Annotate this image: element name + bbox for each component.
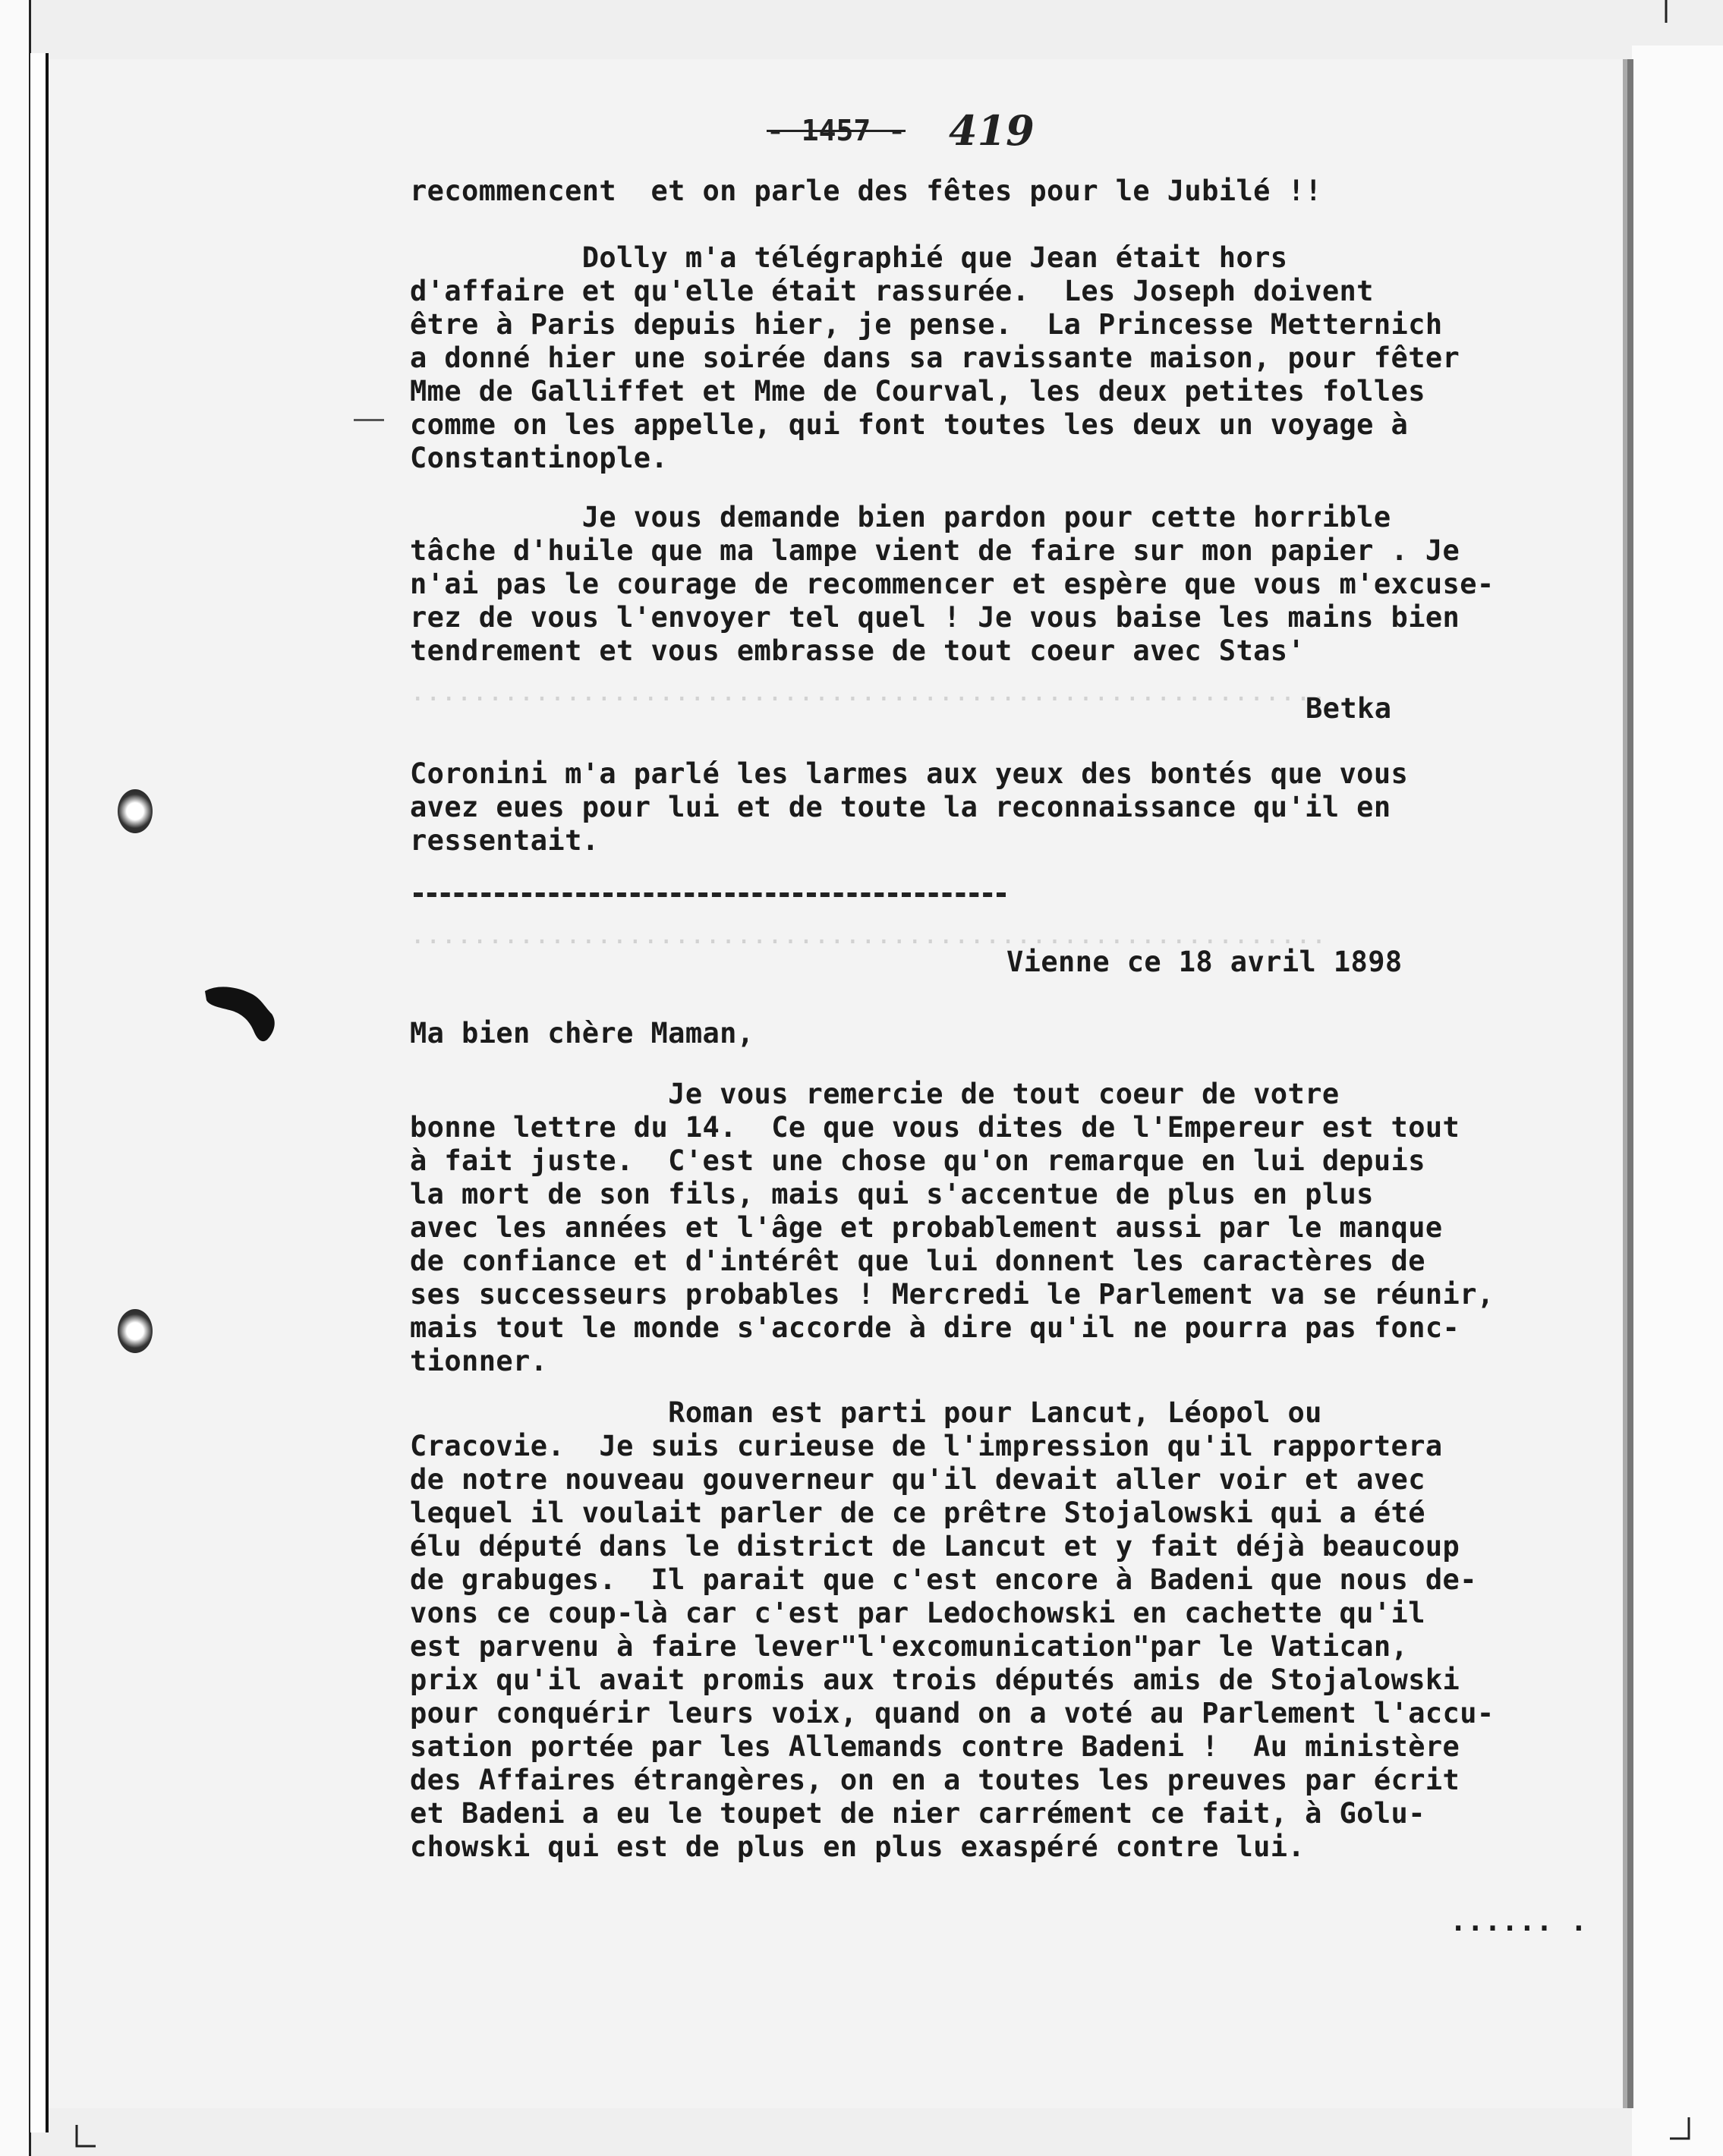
signature: Betka xyxy=(1306,692,1392,725)
background-right xyxy=(1632,46,1723,2156)
paragraph-roman: Roman est parti pour Lancut, Léopol ou Cracovie. Je suis curieuse de l'impression qu'il rapportera de notre nouveau gouverneur qu'il devait aller voir et avec lequel il voulait parler de ce prêtre Stojalowski qui a été élu député dans le district de Lancut et y fait déjà beaucoup de grabuges. Il parait que c'est encore à Badeni que nous de- vons ce coup-là car c'est par Ledochowski en cachette qu'il est parvenu à faire lever"l'excomunication"par le Vatican, prix qu'il avait promis aux trois députés amis de Stojalowski pour conquérir leurs voix, quand on a voté au Parlement l'accu- sation portée par les Allemands contre Badeni ! Au ministère des Affaires étrangères, on en a toutes les preuves par écrit et Badeni a eu le toupet de nier carrément ce fait, à Golu- chowski qui est de plus en plus exaspéré contre lui. xyxy=(410,1396,1495,1863)
paragraph-dolly: Dolly m'a télégraphié que Jean était hors d'affaire et qu'elle était rassurée. Les Joseph doivent être à Paris depuis hier, je pense. La Princesse Metternich a donné hier une soirée dans sa ravissante maison, pour fêter Mme de Galliffet et Mme de Courval, les deux petites folles comme on les appelle, qui font toutes les deux un voyage à Constantinople. xyxy=(410,241,1460,474)
handwritten-folio: 419 xyxy=(949,106,1035,155)
paragraph-apology: Je vous demande bien pardon pour cette horrible tâche d'huile que ma lampe vient de faire sur mon papier . Je n'ai pas le courage de recommencer et espère que vous m'excuse- rez de vous l'envoyer tel quel ! Je vous baise les mains bien tendrement et vous embrasse de tout coeur avec Stas' xyxy=(410,501,1495,667)
page-stack-edge xyxy=(30,53,49,2132)
typed-folio: - 1457 - xyxy=(767,114,906,147)
bleed-through: ........................................................... xyxy=(410,920,1327,950)
corner-mark xyxy=(73,2125,96,2148)
corner-mark xyxy=(1655,0,1677,23)
dateline: Vienne ce 18 avril 1898 xyxy=(1006,946,1403,978)
paragraph-emperor: Je vous remercie de tout coeur de votre bonne lettre du 14. Ce que vous dites de l'Empereur est tout à fait juste. C'est une chose qu'on remarque en lui depuis la mort de son fils, mais qui s'accentue de plus en plus avec les années et l'âge et probablement aussi par le manque de confiance et d'intérêt que lui donnent les caractères de ses successeurs probables ! Mercredi le Parlement va se réunir, mais tout le monde s'accorde à dire qu'il ne pourra pas fonc- tionner. xyxy=(410,1078,1495,1377)
punch-hole-bottom xyxy=(118,1309,153,1353)
bleed-through: ........................................................... xyxy=(410,677,1327,707)
corner-mark xyxy=(1670,2117,1693,2140)
ink-stain xyxy=(203,984,279,1044)
continuation-dots: ...... . xyxy=(1450,1905,1588,1937)
salutation: Ma bien chère Maman, xyxy=(410,1017,754,1050)
margin-mark xyxy=(354,419,384,421)
postscript: Coronini m'a parlé les larmes aux yeux des bontés que vous avez eues pour lui et de toute la reconnaissance qu'il en ressentait. xyxy=(410,757,1409,857)
section-divider xyxy=(414,892,1006,897)
punch-hole-top xyxy=(118,789,153,833)
letter-closing-line: recommencent et on parle des fêtes pour le Jubilé !! xyxy=(410,175,1322,207)
adjacent-page-edge xyxy=(0,0,31,2156)
